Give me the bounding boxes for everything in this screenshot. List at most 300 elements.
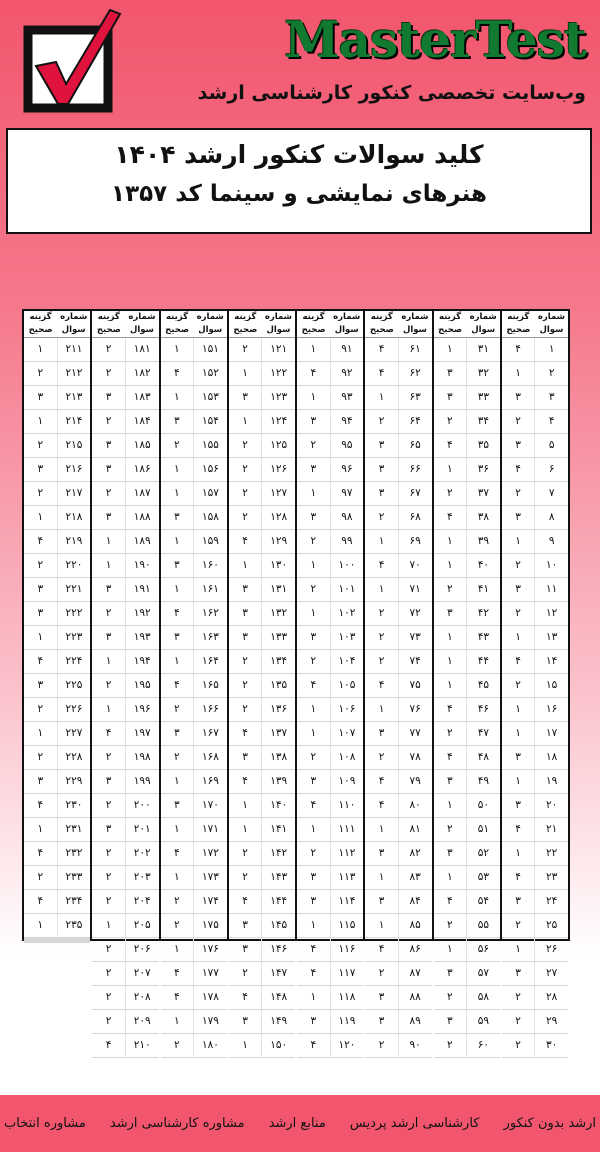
question-number: ۱۸۰ <box>201 1039 219 1051</box>
question-number: ۱۸۹ <box>133 535 151 547</box>
correct-answer: ۴ <box>434 746 468 769</box>
question-number: ۷۱ <box>409 583 421 595</box>
answer-row <box>24 866 90 890</box>
correct-answer: ۴ <box>297 794 331 817</box>
answer-row <box>434 890 500 914</box>
answer-row <box>229 338 295 362</box>
answer-column <box>363 311 431 1051</box>
correct-answer: ۴ <box>229 770 263 793</box>
correct-answer: ۴ <box>297 938 331 961</box>
answer-row <box>161 1010 227 1034</box>
answer-row <box>24 650 90 674</box>
question-number: ۱۹۹ <box>133 775 151 787</box>
answer-row <box>297 1010 363 1034</box>
answer-row <box>161 938 227 962</box>
answer-row <box>229 698 295 722</box>
question-number: ۲۲۷ <box>65 727 83 739</box>
question-number: ۱۱۸ <box>338 991 356 1003</box>
question-number: ۷۹ <box>409 775 421 787</box>
answer-row <box>161 746 227 770</box>
correct-answer: ۱ <box>365 698 399 721</box>
correct-answer: ۱ <box>229 554 263 577</box>
correct-answer: ۱ <box>434 794 468 817</box>
header-question-number: شماره سوال <box>333 312 361 335</box>
answer-row <box>365 890 431 914</box>
answer-row <box>365 722 431 746</box>
correct-answer: ۱ <box>502 626 536 649</box>
question-number: ۱۶۸ <box>201 751 219 763</box>
correct-answer: ۱ <box>297 818 331 841</box>
question-number: ۱۲۳ <box>270 391 288 403</box>
question-number: ۹۰ <box>409 1039 421 1051</box>
answer-row <box>92 602 158 626</box>
question-number: ۱۴۷ <box>270 967 288 979</box>
answer-row <box>229 530 295 554</box>
correct-answer: ۳ <box>229 578 263 601</box>
question-number: ۱۰۱ <box>338 583 356 595</box>
correct-answer: ۳ <box>161 626 195 649</box>
correct-answer: ۴ <box>161 362 195 385</box>
question-number: ۱۱۰ <box>338 799 356 811</box>
answer-row <box>297 674 363 698</box>
answer-row <box>502 1034 568 1058</box>
answer-row <box>229 914 295 938</box>
correct-answer: ۱ <box>502 698 536 721</box>
question-number: ۲۱۸ <box>65 511 83 523</box>
answer-row <box>297 866 363 890</box>
answer-row <box>434 962 500 986</box>
question-number: ۱۴۶ <box>270 943 288 955</box>
correct-answer: ۱ <box>434 674 468 697</box>
answer-row <box>502 1010 568 1034</box>
question-number: ۷۶ <box>409 703 421 715</box>
answer-row <box>434 842 500 866</box>
correct-answer: ۲ <box>229 458 263 481</box>
answer-row <box>502 362 568 386</box>
question-number: ۲۵ <box>546 919 558 931</box>
correct-answer: ۲ <box>92 986 126 1009</box>
footer-link[interactable]: ارشد بدون کنکور <box>503 1116 596 1131</box>
correct-answer: ۲ <box>502 554 536 577</box>
answer-row <box>434 698 500 722</box>
question-number: ۲۱۴ <box>65 415 83 427</box>
correct-answer: ۱ <box>92 530 126 553</box>
footer-link[interactable]: مشاوره کارشناسی ارشد <box>109 1116 245 1131</box>
correct-answer: ۴ <box>365 554 399 577</box>
correct-answer: ۲ <box>229 962 263 985</box>
answer-row <box>434 458 500 482</box>
answer-row <box>297 626 363 650</box>
correct-answer: ۴ <box>24 530 58 553</box>
question-number: ۴۴ <box>477 655 490 667</box>
answer-row <box>229 890 295 914</box>
correct-answer: ۲ <box>24 434 58 457</box>
correct-answer: ۱ <box>24 818 58 841</box>
correct-answer: ۱ <box>502 938 536 961</box>
answer-row <box>365 1010 431 1034</box>
answer-row <box>297 722 363 746</box>
answer-row <box>161 482 227 506</box>
question-number: ۶۹ <box>409 535 421 547</box>
correct-answer: ۳ <box>161 554 195 577</box>
question-number: ۲۲۶ <box>65 703 83 715</box>
correct-answer: ۲ <box>161 746 195 769</box>
correct-answer: ۱ <box>502 362 536 385</box>
question-number: ۱۰۷ <box>338 727 356 739</box>
question-number: ۱۳۲ <box>270 607 288 619</box>
answer-row <box>92 914 158 938</box>
correct-answer: ۴ <box>229 530 263 553</box>
answer-row <box>161 650 227 674</box>
question-number: ۹۴ <box>341 415 353 427</box>
correct-answer: ۳ <box>365 482 399 505</box>
correct-answer: ۲ <box>24 554 58 577</box>
column-header <box>434 311 500 338</box>
answer-row <box>161 986 227 1010</box>
answer-row <box>229 434 295 458</box>
answer-row <box>434 338 500 362</box>
correct-answer: ۴ <box>161 602 195 625</box>
footer-link[interactable]: منابع ارشد <box>268 1116 326 1131</box>
answer-row <box>502 338 568 362</box>
answer-row <box>92 866 158 890</box>
correct-answer: ۳ <box>92 458 126 481</box>
question-number: ۱۹ <box>546 775 558 787</box>
answer-row <box>24 410 90 434</box>
question-number: ۲۰ <box>546 799 558 811</box>
question-number: ۷۵ <box>409 679 421 691</box>
question-number: ۹۹ <box>341 535 353 547</box>
question-number: ۷ <box>548 487 555 499</box>
answer-row <box>434 1010 500 1034</box>
question-number: ۹۷ <box>341 487 353 499</box>
site-brand[interactable]: MasterTest <box>284 10 586 69</box>
correct-answer: ۲ <box>365 746 399 769</box>
question-number: ۱۷۷ <box>201 967 219 979</box>
question-number: ۱۵۰ <box>270 1039 288 1051</box>
answer-row <box>297 410 363 434</box>
answer-row <box>502 650 568 674</box>
question-number: ۲۰۸ <box>133 991 151 1003</box>
correct-answer: ۲ <box>365 626 399 649</box>
question-number: ۱۸۵ <box>133 439 151 451</box>
question-number: ۶۶ <box>409 463 421 475</box>
correct-answer: ۲ <box>92 410 126 433</box>
answer-row <box>365 866 431 890</box>
question-number: ۱۹۳ <box>133 631 151 643</box>
question-number: ۳۸ <box>477 511 490 523</box>
question-number: ۱۶۴ <box>201 655 219 667</box>
correct-answer: ۴ <box>24 650 58 673</box>
correct-answer: ۱ <box>92 554 126 577</box>
answer-row <box>297 434 363 458</box>
answer-row <box>365 914 431 938</box>
question-number: ۱۹۰ <box>133 559 151 571</box>
answer-row <box>434 938 500 962</box>
question-number: ۱۴۲ <box>270 847 288 859</box>
question-number: ۵۶ <box>477 943 490 955</box>
answer-row <box>434 386 500 410</box>
correct-answer: ۱ <box>434 650 468 673</box>
question-number: ۳۳ <box>477 391 490 403</box>
answer-row <box>161 842 227 866</box>
correct-answer: ۲ <box>92 866 126 889</box>
answer-row <box>502 746 568 770</box>
correct-answer: ۲ <box>297 842 331 865</box>
question-number: ۱ <box>548 343 555 355</box>
correct-answer: ۴ <box>297 674 331 697</box>
correct-answer: ۲ <box>161 914 195 937</box>
question-number: ۱۷۶ <box>201 943 219 955</box>
correct-answer: ۳ <box>24 602 58 625</box>
title-box <box>6 128 592 234</box>
question-number: ۱۶۱ <box>201 583 219 595</box>
answer-row <box>92 938 158 962</box>
answer-row <box>434 602 500 626</box>
correct-answer: ۱ <box>502 770 536 793</box>
answer-row <box>297 602 363 626</box>
correct-answer: ۲ <box>161 890 195 913</box>
question-number: ۱۴۳ <box>270 871 288 883</box>
answer-row <box>229 410 295 434</box>
answer-row <box>24 458 90 482</box>
correct-answer: ۳ <box>161 410 195 433</box>
question-number: ۱۳۸ <box>270 751 288 763</box>
answer-row <box>161 794 227 818</box>
question-number: ۱۶۰ <box>201 559 219 571</box>
correct-answer: ۲ <box>502 1034 536 1057</box>
correct-answer: ۳ <box>502 578 536 601</box>
question-number: ۹۱ <box>341 343 353 355</box>
correct-answer: ۳ <box>365 986 399 1009</box>
correct-answer: ۲ <box>365 506 399 529</box>
question-number: ۲ <box>548 367 555 379</box>
question-number: ۶ <box>548 463 555 475</box>
question-number: ۱۱۳ <box>338 871 356 883</box>
answer-row <box>24 770 90 794</box>
question-number: ۱۰۴ <box>338 655 356 667</box>
correct-answer: ۳ <box>297 506 331 529</box>
answer-row <box>229 746 295 770</box>
correct-answer: ۳ <box>297 770 331 793</box>
question-number: ۱۸۲ <box>133 367 151 379</box>
question-number: ۱۷۵ <box>201 919 219 931</box>
question-number: ۲۱۲ <box>65 367 83 379</box>
answer-row <box>229 986 295 1010</box>
question-number: ۲۲۸ <box>65 751 83 763</box>
correct-answer: ۱ <box>434 554 468 577</box>
question-number: ۲۴ <box>546 895 558 907</box>
correct-answer: ۴ <box>161 962 195 985</box>
correct-answer: ۲ <box>434 914 468 937</box>
column-header <box>92 311 158 338</box>
answer-row <box>365 674 431 698</box>
correct-answer: ۴ <box>365 338 399 361</box>
answer-column <box>432 311 500 1051</box>
answer-row <box>24 554 90 578</box>
answer-row <box>92 506 158 530</box>
answer-row <box>365 482 431 506</box>
correct-answer: ۳ <box>365 434 399 457</box>
correct-answer: ۴ <box>365 362 399 385</box>
answer-row <box>365 770 431 794</box>
correct-answer: ۳ <box>161 506 195 529</box>
question-number: ۱۴۸ <box>270 991 288 1003</box>
question-number: ۸۹ <box>409 1015 421 1027</box>
correct-answer: ۳ <box>365 842 399 865</box>
question-number: ۱۵۴ <box>201 415 219 427</box>
question-number: ۱۸۷ <box>133 487 151 499</box>
question-number: ۲۰۱ <box>133 823 151 835</box>
answer-row <box>92 578 158 602</box>
correct-answer: ۲ <box>229 866 263 889</box>
answer-row <box>92 722 158 746</box>
answer-row <box>365 746 431 770</box>
answer-row <box>365 650 431 674</box>
correct-answer: ۱ <box>24 722 58 745</box>
correct-answer: ۲ <box>502 914 536 937</box>
correct-answer: ۳ <box>365 890 399 913</box>
answer-row <box>229 458 295 482</box>
answer-row <box>297 770 363 794</box>
correct-answer: ۲ <box>161 698 195 721</box>
answer-row <box>502 410 568 434</box>
question-number: ۴۳ <box>477 631 490 643</box>
correct-answer: ۳ <box>365 1010 399 1033</box>
question-number: ۱۶۳ <box>201 631 219 643</box>
correct-answer: ۱ <box>297 698 331 721</box>
correct-answer: ۱ <box>161 650 195 673</box>
correct-answer: ۳ <box>161 722 195 745</box>
correct-answer: ۲ <box>92 746 126 769</box>
column-header <box>502 311 568 338</box>
question-number: ۲۲۳ <box>65 631 83 643</box>
question-number: ۱۷۲ <box>201 847 219 859</box>
question-number: ۱۷۸ <box>201 991 219 1003</box>
answer-row <box>161 386 227 410</box>
question-number: ۵ <box>548 439 555 451</box>
question-number: ۲۰۳ <box>133 871 151 883</box>
answer-row <box>297 362 363 386</box>
answer-column <box>227 311 295 1051</box>
question-number: ۱۱۹ <box>338 1015 356 1027</box>
question-number: ۶۱ <box>409 343 421 355</box>
question-number: ۲۸ <box>546 991 558 1003</box>
question-number: ۵۲ <box>477 847 490 859</box>
correct-answer: ۱ <box>161 338 195 361</box>
correct-answer: ۳ <box>365 722 399 745</box>
question-number: ۱۲۵ <box>270 439 288 451</box>
question-number: ۱۹۱ <box>133 583 151 595</box>
question-number: ۱۱۷ <box>338 967 356 979</box>
answer-row <box>502 986 568 1010</box>
question-number: ۱۸۴ <box>133 415 151 427</box>
correct-answer: ۲ <box>365 1034 399 1057</box>
correct-answer: ۱ <box>229 1034 263 1057</box>
answer-row <box>229 554 295 578</box>
correct-answer: ۲ <box>229 842 263 865</box>
answer-row <box>434 866 500 890</box>
question-number: ۱۹۸ <box>133 751 151 763</box>
answer-row <box>161 914 227 938</box>
correct-answer: ۳ <box>24 770 58 793</box>
correct-answer: ۱ <box>229 818 263 841</box>
question-number: ۱۰۶ <box>338 703 356 715</box>
answer-row <box>92 410 158 434</box>
answer-row <box>92 386 158 410</box>
question-number: ۲۳۳ <box>65 871 83 883</box>
answer-row <box>297 986 363 1010</box>
correct-answer: ۱ <box>365 866 399 889</box>
footer-link[interactable]: کارشناسی ارشد پردیس <box>349 1116 480 1131</box>
question-number: ۴۲ <box>477 607 490 619</box>
question-number: ۱۷۳ <box>201 871 219 883</box>
column-header <box>24 311 90 338</box>
question-number: ۱۲۶ <box>270 463 288 475</box>
question-number: ۱۶ <box>546 703 558 715</box>
correct-answer: ۴ <box>502 458 536 481</box>
answer-row <box>297 650 363 674</box>
answer-row <box>229 1010 295 1034</box>
answer-row <box>161 866 227 890</box>
answer-row <box>229 650 295 674</box>
correct-answer: ۱ <box>161 938 195 961</box>
correct-answer: ۲ <box>92 842 126 865</box>
question-number: ۱۲۴ <box>270 415 288 427</box>
answer-row <box>365 626 431 650</box>
question-number: ۱۵۳ <box>201 391 219 403</box>
correct-answer: ۲ <box>297 746 331 769</box>
question-number: ۶۴ <box>409 415 421 427</box>
answer-row <box>297 794 363 818</box>
answer-row <box>434 770 500 794</box>
correct-answer: ۱ <box>161 770 195 793</box>
answer-row <box>92 458 158 482</box>
answer-row <box>297 578 363 602</box>
answer-row <box>229 506 295 530</box>
answer-row <box>161 434 227 458</box>
header-question-number: شماره سوال <box>401 312 429 335</box>
question-number: ۲۱۷ <box>65 487 83 499</box>
correct-answer: ۳ <box>297 866 331 889</box>
footer-link[interactable]: مشاوره انتخاب <box>4 1116 86 1131</box>
question-number: ۵۳ <box>477 871 490 883</box>
answer-row <box>24 746 90 770</box>
question-number: ۱۵۶ <box>201 463 219 475</box>
question-number: ۲۶ <box>546 943 558 955</box>
question-number: ۱۱۴ <box>338 895 356 907</box>
question-number: ۱۴۹ <box>270 1015 288 1027</box>
correct-answer: ۴ <box>229 890 263 913</box>
correct-answer: ۴ <box>365 794 399 817</box>
correct-answer: ۲ <box>365 602 399 625</box>
correct-answer: ۲ <box>92 794 126 817</box>
question-number: ۱۷۰ <box>201 799 219 811</box>
answer-row <box>24 602 90 626</box>
question-number: ۱۶۲ <box>201 607 219 619</box>
header-question-number: شماره سوال <box>60 312 88 335</box>
question-number: ۲۹ <box>546 1015 558 1027</box>
answer-row <box>229 818 295 842</box>
answer-row <box>161 602 227 626</box>
question-number: ۶۰ <box>477 1039 490 1051</box>
answer-row <box>502 530 568 554</box>
question-number: ۲۳۰ <box>65 799 83 811</box>
correct-answer: ۳ <box>92 770 126 793</box>
question-number: ۱۵۹ <box>201 535 219 547</box>
correct-answer: ۴ <box>229 722 263 745</box>
question-number: ۲۷ <box>546 967 558 979</box>
